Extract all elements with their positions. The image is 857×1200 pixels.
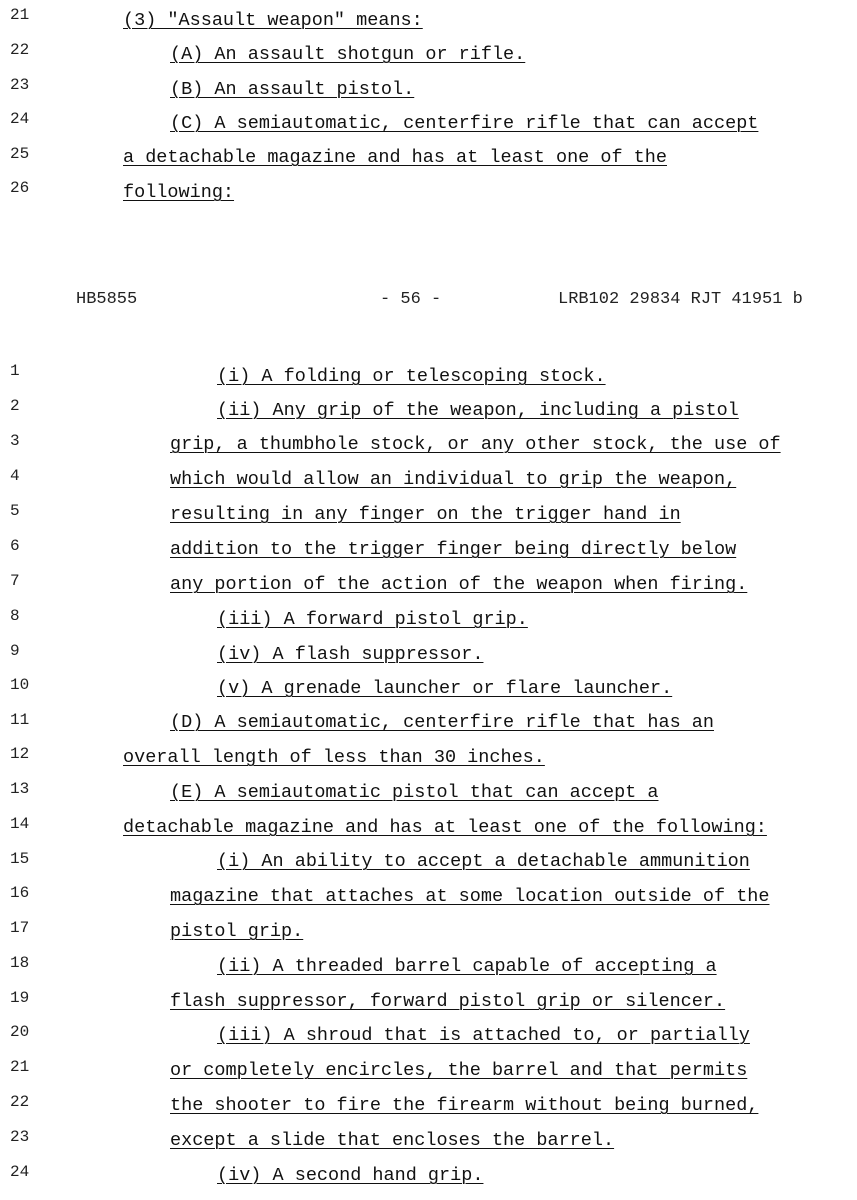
line-number: 24 [10,1163,30,1181]
line-number: 26 [10,179,30,197]
statute-line: pistol grip. [170,921,304,942]
line-number: 4 [10,467,20,485]
statute-line: (B) An assault pistol. [170,79,415,100]
statute-line: a detachable magazine and has at least one of the [123,147,667,168]
statute-line: (ii) Any grip of the weapon, including a pistol [217,400,739,421]
line-number: 23 [10,1128,30,1146]
statute-line: following: [123,182,235,203]
statute-line: addition to the trigger finger being directly below [170,539,737,560]
line-number: 21 [10,1058,30,1076]
statute-line: resulting in any finger on the trigger hand in [170,504,681,525]
bill-number: HB5855 [76,290,138,309]
line-number: 25 [10,145,30,163]
statute-line: (iv) A flash suppressor. [217,644,484,665]
line-number: 3 [10,432,20,450]
line-number: 16 [10,884,30,902]
statute-line: (D) A semiautomatic, centerfire rifle that has an [170,712,714,733]
line-number: 13 [10,780,30,798]
statute-line: (A) An assault shotgun or rifle. [170,44,526,65]
statute-line: (E) A semiautomatic pistol that can accept a [170,782,659,803]
line-number: 7 [10,572,20,590]
statute-line: which would allow an individual to grip the weapon, [170,469,737,490]
line-number: 21 [10,6,30,24]
statute-line: or completely encircles, the barrel and that permits [170,1060,748,1081]
line-number: 23 [10,76,30,94]
lrb-code: LRB102 29834 RJT 41951 b [558,290,803,309]
statute-line: detachable magazine and has at least one of the following: [123,817,767,838]
statute-line: any portion of the action of the weapon when firing. [170,574,748,595]
statute-line: (i) A folding or telescoping stock. [217,366,606,387]
statute-line: except a slide that encloses the barrel. [170,1130,615,1151]
statute-line: (iii) A shroud that is attached to, or partially [217,1025,750,1046]
line-number: 8 [10,607,20,625]
line-number: 20 [10,1023,30,1041]
line-number: 5 [10,502,20,520]
line-number: 6 [10,537,20,555]
line-number: 22 [10,41,30,59]
line-number: 22 [10,1093,30,1111]
line-number: 10 [10,676,30,694]
line-number: 12 [10,745,30,763]
statute-line: (iv) A second hand grip. [217,1165,484,1186]
line-number: 24 [10,110,30,128]
statute-line: (i) An ability to accept a detachable ammunition [217,851,750,872]
line-number: 11 [10,711,30,729]
line-number: 2 [10,397,20,415]
statute-line: overall length of less than 30 inches. [123,747,545,768]
statute-line: (iii) A forward pistol grip. [217,609,528,630]
page-number: - 56 - [380,290,442,309]
line-number: 15 [10,850,30,868]
line-number: 1 [10,362,20,380]
line-number: 19 [10,989,30,1007]
statute-line: (3) "Assault weapon" means: [123,10,423,31]
line-number: 14 [10,815,30,833]
line-number: 17 [10,919,30,937]
statute-line: magazine that attaches at some location outside of the [170,886,770,907]
statute-line: flash suppressor, forward pistol grip or silencer. [170,991,726,1012]
statute-line: (C) A semiautomatic, centerfire rifle that can accept [170,113,759,134]
statute-line: grip, a thumbhole stock, or any other stock, the use of [170,434,781,455]
line-number: 9 [10,642,20,660]
statute-line: (ii) A threaded barrel capable of accepting a [217,956,717,977]
line-number: 18 [10,954,30,972]
statute-line: the shooter to fire the firearm without being burned, [170,1095,759,1116]
statute-line: (v) A grenade launcher or flare launcher. [217,678,673,699]
